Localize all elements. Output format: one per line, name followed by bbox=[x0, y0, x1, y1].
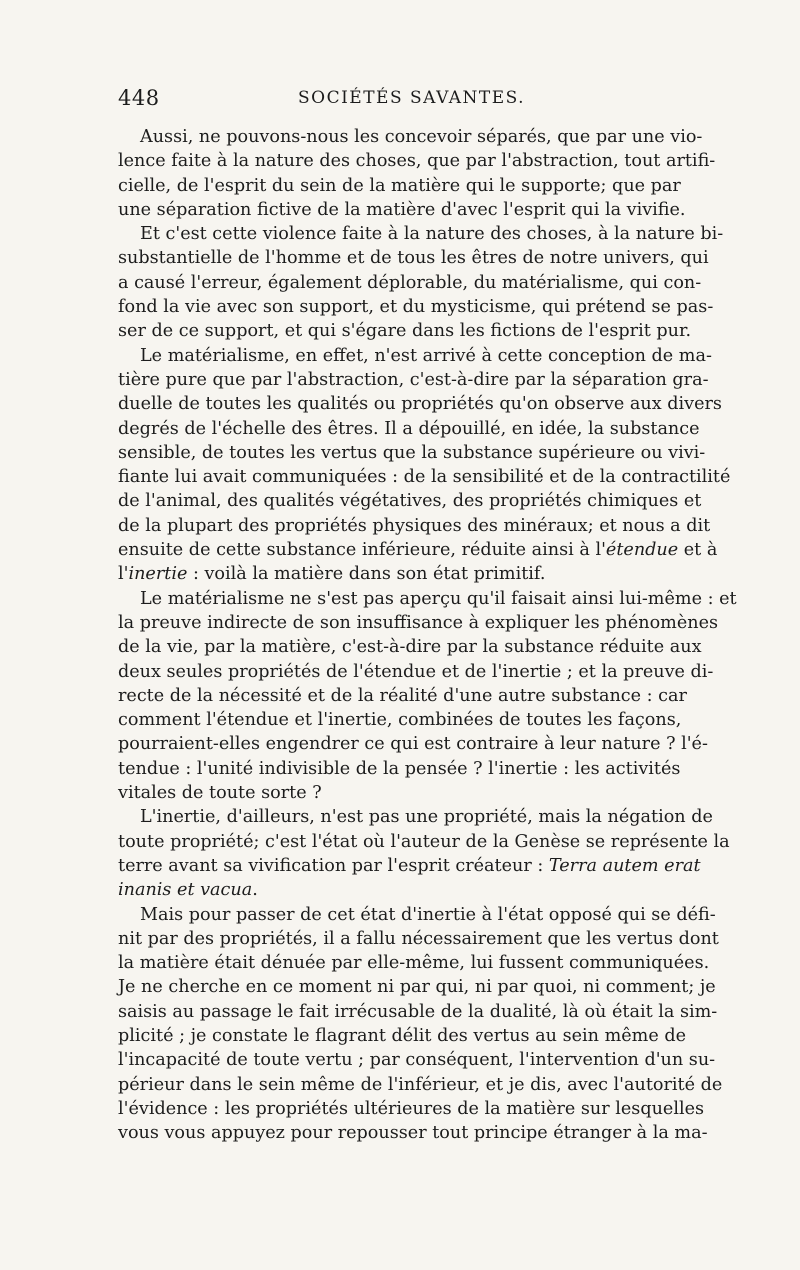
text-line: saisis au passage le fait irrécusable de la dualité, là où était la sim- bbox=[118, 1001, 718, 1022]
text-line: cielle, de l'esprit du sein de la matière qui le supporte; que par bbox=[118, 175, 681, 196]
paragraph bbox=[118, 344, 731, 587]
text-line: degrés de l'échelle des êtres. Il a dépouillé, en idée, la substance bbox=[118, 418, 700, 439]
text-line: Je ne cherche en ce moment ni par qui, ni par quoi, ni comment; je bbox=[118, 977, 716, 998]
text-line: périeur dans le sein même de l'inférieur, et je dis, avec l'autorité de bbox=[118, 1074, 723, 1095]
text-line: ser de ce support, et qui s'égare dans les fictions de l'esprit pur. bbox=[118, 321, 692, 342]
text-line: terre avant sa vivification par l'esprit créateur : Terra autem erat bbox=[118, 855, 701, 876]
text-line: Et c'est cette violence faite à la nature des choses, à la nature bi- bbox=[140, 224, 724, 245]
paragraph bbox=[118, 587, 737, 806]
italic-text: étendue bbox=[605, 540, 679, 561]
text-line: l'inertie : voilà la matière dans son état primitif. bbox=[118, 564, 546, 585]
text-line: ensuite de cette substance inférieure, réduite ainsi à l'étendue et à bbox=[118, 540, 718, 561]
text-line: nit par des propriétés, il a fallu nécessairement que les vertus dont bbox=[118, 928, 719, 949]
paragraph bbox=[118, 805, 730, 902]
text-line: plicité ; je constate le flagrant délit des vertus au sein même de bbox=[118, 1025, 687, 1046]
paragraph bbox=[118, 125, 716, 222]
text-line: tendue : l'unité indivisible de la pensée ? l'inertie : les activités bbox=[118, 758, 681, 779]
text-line: lence faite à la nature des choses, que par l'abstraction, tout artifi- bbox=[118, 151, 716, 172]
text-line: une séparation fictive de la matière d'avec l'esprit qui la vivifie. bbox=[118, 199, 686, 220]
text-line: a causé l'erreur, également déplorable, du matérialisme, qui con- bbox=[118, 272, 702, 293]
text-line: deux seules propriétés de l'étendue et de l'inertie ; et la preuve di- bbox=[118, 661, 714, 682]
text-line: vous vous appuyez pour repousser tout principe étranger à la ma- bbox=[118, 1123, 708, 1144]
text-line: de la plupart des propriétés physiques des minéraux; et nous a dit bbox=[118, 515, 711, 536]
text-line: tière pure que par l'abstraction, c'est-à-dire par la séparation gra- bbox=[118, 369, 709, 390]
body-text bbox=[118, 125, 737, 1145]
text-line: de la vie, par la matière, c'est-à-dire par la substance réduite aux bbox=[118, 637, 702, 658]
text-line: toute propriété; c'est l'état où l'auteur de la Genèse se représente la bbox=[118, 831, 730, 852]
paragraph bbox=[118, 222, 724, 343]
text-line: recte de la nécessité et de la réalité d'une autre substance : car bbox=[118, 685, 687, 706]
text-line: Le matérialisme ne s'est pas aperçu qu'il faisait ainsi lui-même : et bbox=[140, 588, 737, 609]
text-line: l'évidence : les propriétés ultérieures de la matière sur lesquelles bbox=[118, 1098, 705, 1119]
text-line: inanis et vacua. bbox=[118, 880, 258, 901]
text-line: sensible, de toutes les vertus que la substance supérieure ou vivi- bbox=[118, 442, 706, 463]
text-line: Aussi, ne pouvons-nous les concevoir séparés, que par une vio- bbox=[140, 127, 703, 147]
italic-text: Terra autem erat bbox=[548, 855, 701, 876]
text-line: la preuve indirecte de son insuffisance à expliquer les phénomènes bbox=[118, 612, 719, 633]
paragraph bbox=[118, 903, 723, 1146]
italic-text: inertie bbox=[128, 564, 188, 585]
text-line: fiante lui avait communiquées : de la sensibilité et de la contractilité bbox=[118, 467, 731, 488]
text-line: Le matérialisme, en effet, n'est arrivé à cette conception de ma- bbox=[140, 345, 712, 366]
text-line: fond la vie avec son support, et du mysticisme, qui prétend se pas- bbox=[118, 297, 714, 318]
text-line: l'incapacité de toute vertu ; par conséquent, l'intervention d'un su- bbox=[118, 1050, 716, 1071]
italic-text: inanis et vacua bbox=[118, 880, 253, 901]
text-line: comment l'étendue et l'inertie, combinées de toutes les façons, bbox=[118, 710, 682, 731]
text-line: la matière était dénuée par elle-même, lui fussent communiquées. bbox=[118, 953, 710, 974]
text-line: Mais pour passer de cet état d'inertie à l'état opposé qui se défi- bbox=[140, 904, 716, 925]
page-number: 448 bbox=[118, 86, 160, 110]
text-line: vitales de toute sorte ? bbox=[118, 783, 322, 804]
text-line: duelle de toutes les qualités ou propriétés qu'on observe aux divers bbox=[118, 394, 722, 415]
page-header bbox=[118, 86, 680, 114]
running-title: SOCIÉTÉS SAVANTES. bbox=[298, 88, 526, 108]
text-line: pourraient-elles engendrer ce qui est contraire à leur nature ? l'é- bbox=[118, 734, 708, 755]
text-line: de l'animal, des qualités végétatives, des propriétés chimiques et bbox=[118, 491, 702, 512]
text-line: L'inertie, d'ailleurs, n'est pas une propriété, mais la négation de bbox=[140, 807, 713, 828]
text-line: substantielle de l'homme et de tous les êtres de notre univers, qui bbox=[118, 248, 709, 269]
